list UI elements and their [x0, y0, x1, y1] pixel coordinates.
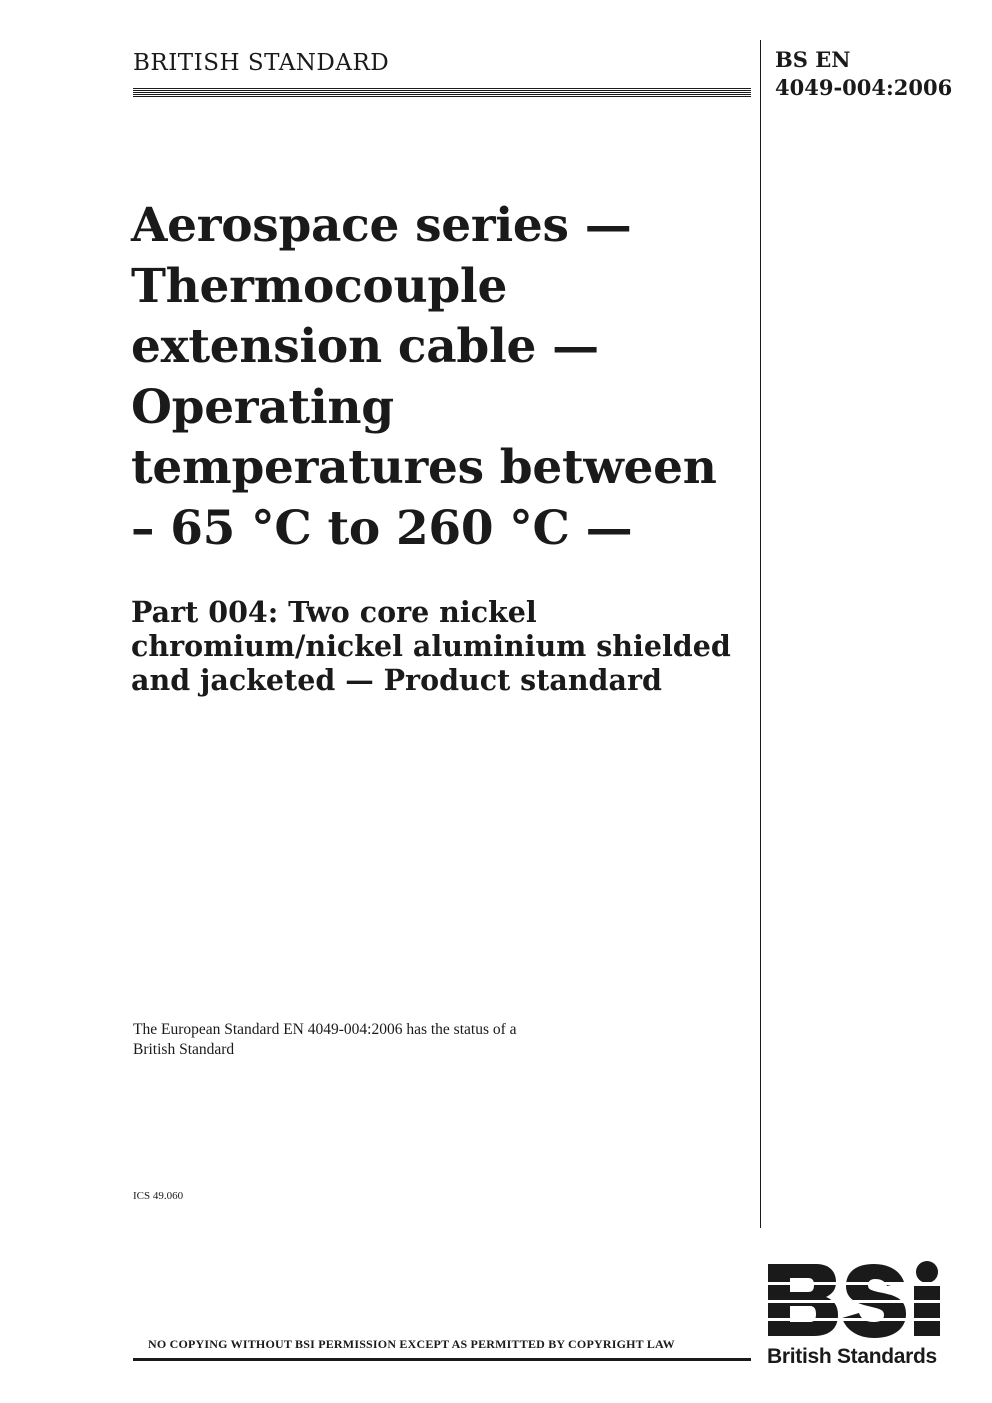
footer-rule — [133, 1358, 751, 1361]
document-subtitle — [131, 595, 731, 697]
subtitle-line: Part 004: Two core nickel — [131, 595, 537, 629]
title-line: Aerospace series — — [131, 198, 632, 253]
standard-number — [775, 46, 952, 102]
title-line: temperatures between — [131, 440, 717, 495]
subtitle-line: chromium/nickel aluminium shielded — [131, 629, 731, 663]
header-rule — [133, 88, 751, 97]
title-line: – 65 °C to 260 °C — — [131, 500, 633, 556]
document-type-label: BRITISH STANDARD — [133, 50, 390, 76]
status-note-line: The European Standard EN 4049-004:2006 has the status of a — [133, 1021, 517, 1038]
standard-number-line: BS EN — [775, 47, 851, 72]
ics-code: ICS 49.060 — [133, 1190, 184, 1202]
copyright-notice: NO COPYING WITHOUT BSI PERMISSION EXCEPT AS PERMITTED BY COPYRIGHT LAW — [148, 1337, 675, 1351]
title-line: extension cable — — [131, 319, 599, 374]
title-line: Thermocouple — [131, 258, 508, 314]
column-divider — [760, 40, 761, 1228]
bsi-tagline: British Standards — [767, 1345, 937, 1368]
status-note-line: British Standard — [133, 1041, 235, 1058]
document-title — [131, 196, 731, 559]
title-line: Operating — [131, 379, 394, 435]
standard-number-line: 4049-004:2006 — [775, 75, 953, 100]
subtitle-line: and jacketed — Product standard — [131, 663, 662, 697]
status-note — [133, 1020, 517, 1060]
